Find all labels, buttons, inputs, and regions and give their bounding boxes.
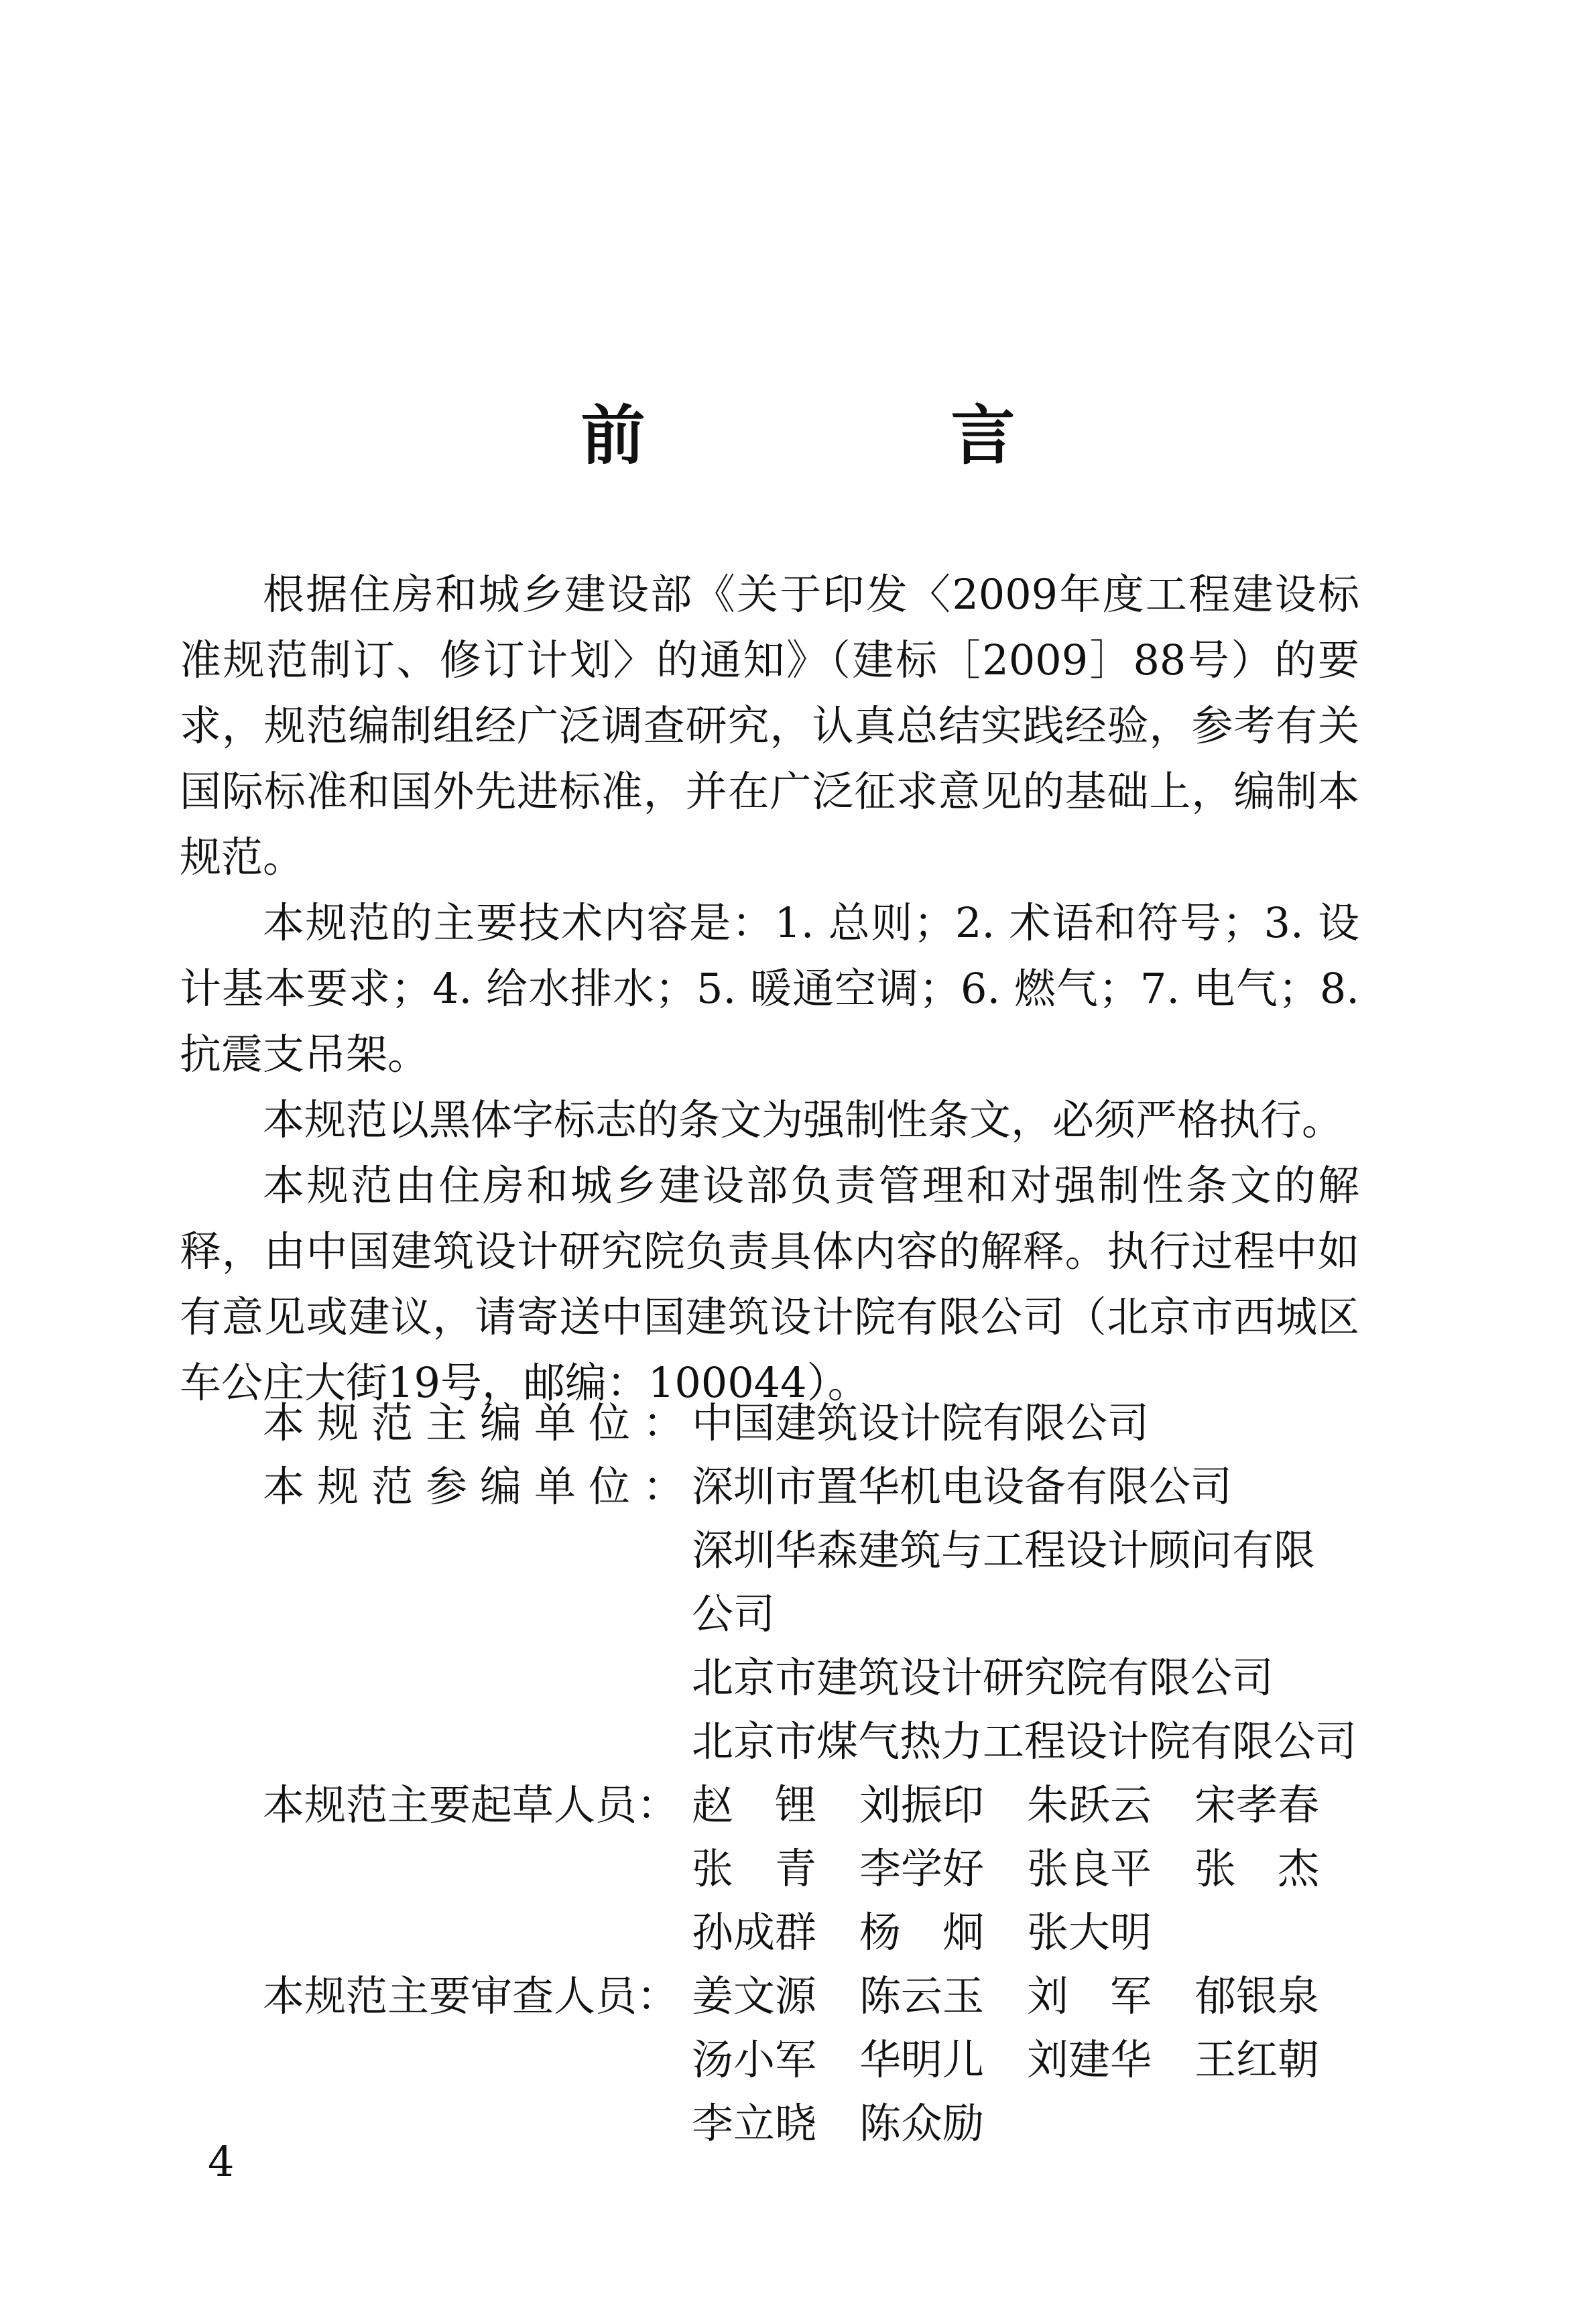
reviewer-name: 姜文源: [692, 1971, 817, 2020]
chief-unit-label: 本规范主编单位：: [263, 1398, 698, 1447]
participating-unit: 北京市建筑设计研究院有限公司: [692, 1653, 1274, 1702]
reviewers-row: [692, 2091, 1362, 2155]
drafters-row: [692, 1773, 1362, 1837]
paragraph-mandatory: 本规范以黑体字标志的条文为强制性条文，必须严格执行。: [263, 1095, 1344, 1144]
drafter-name: 赵 锂: [692, 1780, 817, 1829]
reviewer-name: 陈云玉: [859, 1971, 985, 2020]
reviewer-name: 王红朝: [1194, 2035, 1320, 2084]
drafter-name: 张良平: [1027, 1844, 1152, 1893]
participating-unit: 公司: [692, 1589, 776, 1638]
reviewer-name: 陈众励: [859, 2099, 985, 2148]
drafters-row: [692, 1837, 1362, 1900]
drafters-label: 本规范主要起草人员：: [263, 1780, 679, 1829]
reviewer-name: 汤小军: [692, 2035, 817, 2084]
reviewers-row: [692, 1964, 1362, 2028]
drafter-name: 杨 炯: [859, 1908, 985, 1957]
reviewers-row: [692, 2028, 1362, 2091]
reviewer-name: 刘建华: [1027, 2035, 1152, 2084]
participating-unit: 深圳华森建筑与工程设计顾问有限: [692, 1526, 1316, 1575]
drafter-name: 宋孝春: [1194, 1780, 1320, 1829]
drafter-name: 刘振印: [859, 1780, 985, 1829]
drafter-name: 张大明: [1027, 1908, 1152, 1957]
chief-unit: 中国建筑设计院有限公司: [692, 1398, 1150, 1447]
preface-body: [180, 562, 1359, 1416]
paragraph-basis: 根据住房和城乡建设部《关于印发〈2009年度工程建设标准规范制订、修订计划〉的通知》（建标［2009］88号）的要求，规范编制组经广泛调查研究，认真总结实践经验，参考有关国际标准和国外先进标准，并在广泛征求意见的基础上，编制本规范。: [180, 570, 1359, 882]
reviewer-name: 郁银泉: [1194, 1971, 1320, 2020]
page-number: 4: [208, 2137, 235, 2186]
drafter-name: 张 青: [692, 1844, 817, 1893]
page-title: 前 言: [580, 398, 1136, 473]
paragraph-management: 本规范由住房和城乡建设部负责管理和对强制性条文的解释，由中国建筑设计研究院负责具体内容的解释。执行过程中如有意见或建议，请寄送中国建筑设计院有限公司（北京市西城区车公庄大街19号，邮编：100044）。: [180, 1161, 1359, 1407]
drafters-row: [692, 1900, 1362, 1964]
drafter-name: 张 杰: [1194, 1844, 1320, 1893]
participating-unit: 深圳市置华机电设备有限公司: [692, 1462, 1233, 1511]
participating-unit: 北京市煤气热力工程设计院有限公司: [692, 1717, 1357, 1766]
drafter-name: 孙成群: [692, 1908, 817, 1957]
reviewer-name: 刘 军: [1027, 1971, 1152, 2020]
paragraph-contents: 本规范的主要技术内容是：1. 总则；2. 术语和符号；3. 设计基本要求；4. 给水排水；5. 暖通空调；6. 燃气；7. 电气；8. 抗震支吊架。: [180, 898, 1359, 1079]
drafter-name: 朱跃云: [1027, 1780, 1152, 1829]
reviewers-label: 本规范主要审查人员：: [263, 1971, 679, 2020]
reviewer-name: 李立晓: [692, 2099, 817, 2148]
drafter-name: 李学好: [859, 1844, 985, 1893]
participating-units-label: 本规范参编单位：: [263, 1462, 698, 1511]
reviewer-name: 华明儿: [859, 2035, 985, 2084]
